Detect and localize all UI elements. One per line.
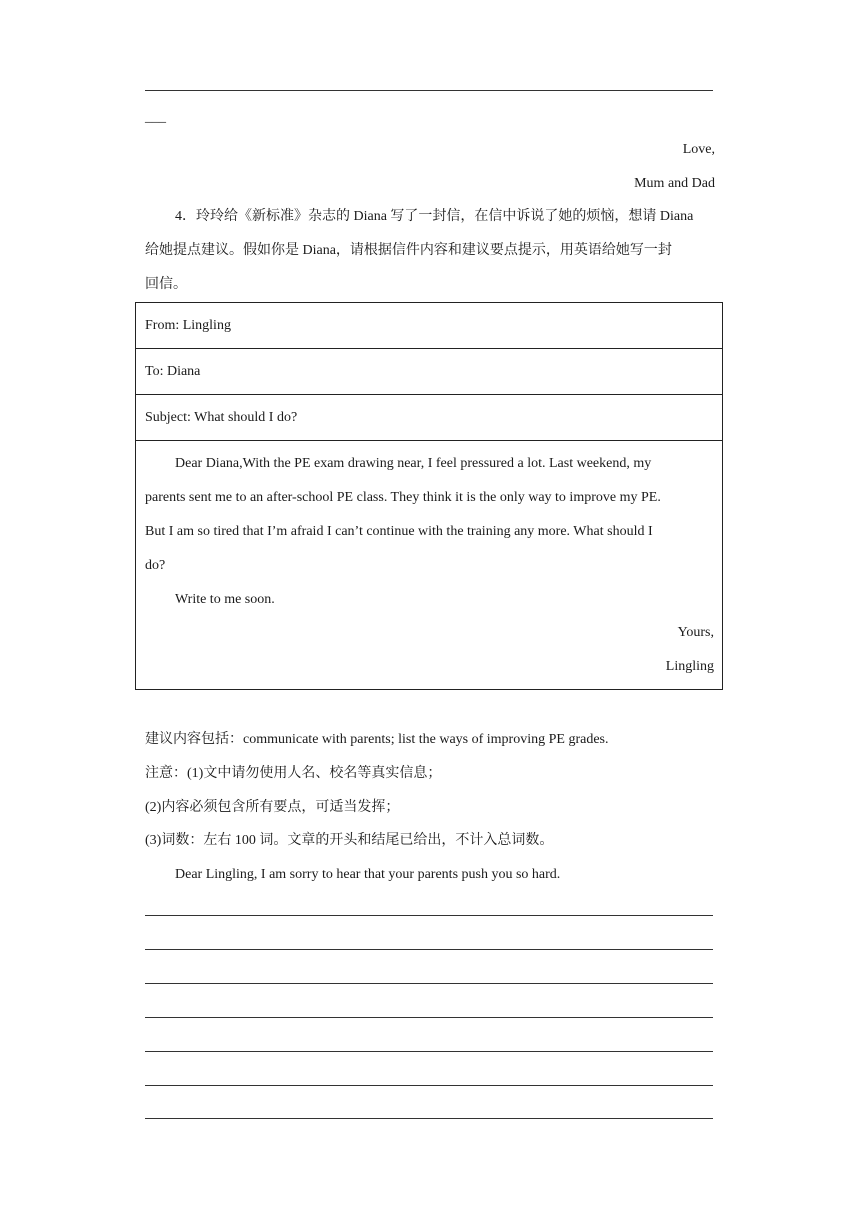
email-body-line-3: But I am so tired that I’m afraid I can’t continue with the training any more. What should I [145,524,653,539]
email-closing: Yours, [677,625,714,640]
email-body-line-4: do? [145,558,166,573]
answer-line [145,1051,713,1052]
note-3: (3)词数：左右 100 词。文章的开头和结尾已给出，不计入总词数。 [145,833,554,848]
answer-line [145,90,713,91]
suggestions: 建议内容包括：communicate with parents; list the ways of improving PE grades. [145,732,609,747]
closing-love: Love, [682,142,715,157]
answer-line [145,915,713,916]
answer-line [145,1017,713,1018]
email-from: From: Lingling [145,318,231,333]
note-2: (2)内容必须包含所有要点，可适当发挥； [145,800,400,815]
answer-line-tail: ___ [145,110,166,125]
email-subject-row [136,395,722,441]
answer-line [145,1085,713,1086]
email-to-row [136,349,722,395]
email-table [135,302,723,690]
email-body-line-1: Dear Diana,With the PE exam drawing near, I feel pressured a lot. Last weekend, my [175,456,652,471]
answer-start: Dear Lingling, I am sorry to hear that your parents push you so hard. [175,867,561,882]
question-intro-line-1: 4．玲玲给《新标准》杂志的 Diana 写了一封信，在信中诉说了她的烦恼，想请 Diana [175,209,694,224]
answer-line [145,1118,713,1119]
email-write-soon: Write to me soon. [175,592,275,607]
email-body-line-2: parents sent me to an after-school PE class. They think it is the only way to improve my PE. [145,490,661,505]
question-intro-line-3: 回信。 [145,277,187,292]
email-subject: Subject: What should I do? [145,410,298,425]
email-signature: Lingling [665,659,714,674]
answer-line [145,983,713,984]
email-to: To: Diana [145,364,201,379]
answer-line [145,949,713,950]
email-body [136,441,722,689]
email-from-row [136,303,722,349]
closing-signature: Mum and Dad [634,176,715,191]
question-intro-line-2: 给她提点建议。假如你是 Diana，请根据信件内容和建议要点提示，用英语给她写一封 [145,243,672,258]
note-1: 注意：(1)文中请勿使用人名、校名等真实信息； [145,766,442,781]
